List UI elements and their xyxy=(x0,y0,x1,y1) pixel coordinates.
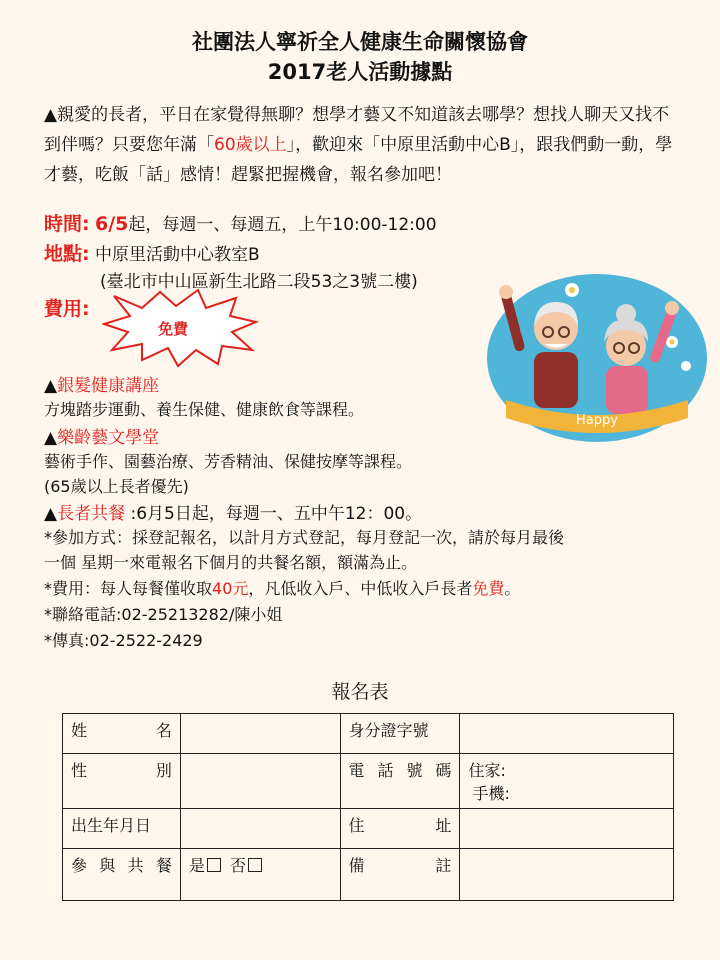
priority-note: (65歲以上長者優先) xyxy=(44,477,189,496)
place-address: (臺北市中山區新生北路二段53之3號二樓) xyxy=(100,272,418,292)
intro-age-highlight: 60歲以上 xyxy=(214,135,287,155)
home-phone-label: 住家: xyxy=(468,761,506,780)
elderly-couple-illustration xyxy=(486,272,708,444)
meal-method-line2: 一個 星期一來電報名下個月的共餐名額，額滿為止。 xyxy=(44,553,418,572)
place-label: 地點: xyxy=(44,243,90,265)
meal-schedule: :6月5日起，每週一、五中午12：00。 xyxy=(125,504,423,524)
field-id[interactable] xyxy=(460,714,674,754)
meal-heading: ▲長者共餐 :6月5日起，每週一、五中午12：00。 xyxy=(44,504,423,524)
label-birth: 出生年月日 xyxy=(63,809,181,849)
free-badge-text: 免費 xyxy=(158,320,189,338)
meal-fee: *費用：每人每餐僅收取40元，凡低收入戶、中低收入戶長者免費。 xyxy=(44,579,521,598)
meal-no-label: 否 xyxy=(230,856,247,875)
field-remark[interactable] xyxy=(460,849,674,901)
course-2-name: 樂齡藝文學堂 xyxy=(57,428,160,448)
contact-phone: *聯絡電話:02-25213282/陳小姐 xyxy=(44,605,283,624)
label-address: 住 址 xyxy=(340,809,460,849)
meal-name: 長者共餐 xyxy=(57,504,126,524)
field-meal xyxy=(180,849,340,901)
place-row xyxy=(44,239,260,266)
label-id: 身分證字號 xyxy=(340,714,460,754)
page-subtitle: 2017老人活動據點 xyxy=(267,60,453,84)
intro-paragraph xyxy=(44,100,684,190)
field-birth[interactable] xyxy=(180,809,340,849)
field-phone[interactable] xyxy=(460,754,674,809)
meal-fee-free: 免費 xyxy=(472,579,505,598)
meal-method-line1: *參加方式：採登記報名，以計月方式登記，每月登記一次，請於每月最後 xyxy=(44,528,565,547)
mobile-phone-label: 手機: xyxy=(472,784,510,803)
time-label: 時間: xyxy=(44,213,90,235)
label-remark: 備 註 xyxy=(340,849,460,901)
field-name[interactable] xyxy=(180,714,340,754)
fee-label: 費用: xyxy=(44,298,90,320)
course-1-name: 銀髮健康講座 xyxy=(57,376,160,396)
course-1-detail: 方塊踏步運動、養生保健、健康飲食等課程。 xyxy=(44,400,365,419)
label-name: 姓 名 xyxy=(63,714,181,754)
course-2-heading: ▲樂齡藝文學堂 xyxy=(44,428,160,448)
form-title: 報名表 xyxy=(331,681,389,703)
meal-no-checkbox[interactable] xyxy=(248,858,262,872)
field-address[interactable] xyxy=(460,809,674,849)
label-phone: 電 話 號 碼 xyxy=(340,754,460,809)
label-gender: 性 別 xyxy=(63,754,181,809)
time-details: 起，每週一、每週五，上午10:00-12:00 xyxy=(128,215,437,235)
meal-fee-amount: 40元 xyxy=(212,579,249,598)
course-2-detail: 藝術手作、園藝治療、芳香精油、保健按摩等課程。 xyxy=(44,452,413,471)
registration-form xyxy=(62,713,674,901)
page-title: 社團法人寧祈全人健康生命關懷協會 xyxy=(192,30,528,54)
course-1-heading: ▲銀髮健康講座 xyxy=(44,376,160,396)
meal-yes-checkbox[interactable] xyxy=(207,858,221,872)
place-value: 中原里活動中心教室B xyxy=(95,245,260,265)
intro-text-2: 」，歡迎來「中原里活動中心B」，跟我們動一動，學才藝，吃飯「話」感情！趕緊把握機會，報名參加吧！ xyxy=(44,135,673,185)
banner-text: Happy xyxy=(576,413,618,428)
field-gender[interactable] xyxy=(180,754,340,809)
contact-fax: *傳真:02-2522-2429 xyxy=(44,631,203,650)
time-row xyxy=(44,209,437,236)
meal-yes-label: 是 xyxy=(188,856,205,875)
label-meal: 參 與 共 餐 xyxy=(63,849,181,901)
time-date: 6/5 xyxy=(95,213,129,235)
intro-text-1: ▲親愛的長者，平日在家覺得無聊？想學才藝又不知道該去哪學？想找人聊天又找不到伴嗎？只要您年滿「 xyxy=(44,105,670,155)
